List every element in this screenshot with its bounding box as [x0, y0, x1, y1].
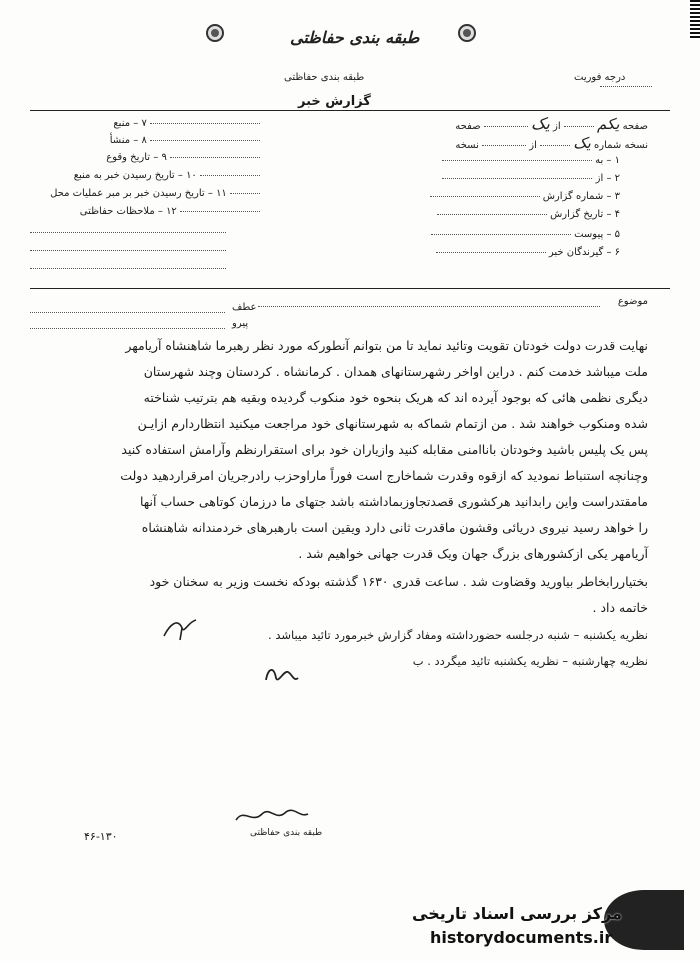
body-line: نهایت قدرت دولت خودتان تقویت وتائید نماید تا من بتوانم آنطورکه مورد نظر رهبرما شاهنشاه آریامهر — [125, 338, 648, 353]
field-attachment: ۵ – پیوست — [431, 229, 620, 240]
field-page: صفحه یکم از یک صفحه — [455, 114, 648, 133]
watermark-name: مرکز بررسی اسناد تاریخی — [412, 904, 622, 923]
subject-label: موضوع — [617, 296, 648, 307]
field-origin: ۸ – منشأ — [30, 135, 260, 146]
note-line: نظریه چهارشنبه – نظریه یکشنبه تائید میگردد . ب — [412, 654, 648, 668]
body-line: شده ومنکوب خواهند شد . من ازتمام شماکه به شهرستانهای خود مراجعت میکنید انتظاردارم ازایـن — [137, 416, 648, 431]
field-security-notes: ۱۲ – ملاحظات حفاظتی — [30, 206, 260, 217]
follow-line — [30, 328, 225, 329]
body-line: آریامهر یکی ازکشورهای بزرگ جهان ویک قدرت جهانی خواهیم شد . — [298, 546, 648, 561]
subject-line — [258, 306, 600, 307]
watermark-url: historydocuments.ir — [430, 928, 613, 947]
field-report-number: ۳ – شماره گزارش — [430, 191, 620, 202]
body-line: بختیاررابخاطر بیاورید وقضاوت شد . ساعت قدری ۱۶۳۰ گذشته بودکه نخست وزیر به سخنان خود — [149, 574, 648, 589]
field-blank-line-1 — [30, 232, 226, 233]
field-from: ۲ – از — [442, 173, 620, 184]
field-date-occurred: ۹ – تاریخ وقوع — [30, 152, 260, 163]
note-line: نظریه یکشنبه – شنبه درجلسه حضورداشته ومفاد گزارش خبرمورد تائید میباشد . — [268, 628, 648, 642]
handwritten-initial — [160, 614, 200, 644]
ref-line — [30, 312, 225, 313]
body-line: دیگری نظمی هائی که بوجود آیرده اند که هریک بنحوه خود منکوب گردیده وبقیه هم بترتیب شناخته — [143, 390, 648, 405]
header-rule — [30, 110, 670, 111]
field-to: ۱ – به — [442, 155, 620, 166]
field-date-received-source: ۱۰ – تاریخ رسیدن خبر به منبع — [30, 170, 260, 181]
body-line: مامقتدراست واین رابدانید هرکشوری قصدتجاوزبماداشته باشد جتهای ما درزمان کوتاهی حساب آنها — [139, 494, 648, 509]
field-recipients: ۶ – گیرندگان خبر — [436, 247, 620, 258]
field-blank-line-3 — [30, 268, 226, 269]
body-line: خاتمه داد . — [592, 600, 648, 615]
scan-edge-stripe — [690, 0, 700, 40]
priority-label: درجه فوریت — [574, 72, 626, 83]
ref-label: عطف — [232, 302, 257, 313]
field-report-date: ۴ – تاریخ گزارش — [437, 209, 620, 220]
footer-doc-number: ۴۶-۱۳۰ — [84, 830, 118, 843]
field-source: ۷ – منبع — [30, 118, 260, 129]
field-copy-number: نسخه شماره یک از نسخه — [455, 134, 648, 152]
fields-rule — [30, 288, 670, 289]
top-stamp: طبقه بندی حفاظتی — [290, 28, 420, 47]
handwritten-signature — [262, 660, 302, 688]
body-line: را خواهد رسید نیروی دریائی وقشون ماقدرت ثانی دارد ویقین است بارهبرهای خردمندانه شاهنشاه — [141, 520, 648, 535]
classification-label: طبقه بندی حفاظتی — [284, 72, 365, 83]
follow-label: پیرو — [232, 318, 249, 329]
punch-hole-right — [458, 24, 476, 42]
body-line: پس یک پلیس باشید وخودتان باناامنی مقابله کنید وازیاران خود برای استقرارنظم وآرامش استفاده کنید — [121, 442, 648, 457]
body-line: ملت میباشد خدمت کنم . دراین اواخر رشهرستانهای همدان . کرمانشاه . کردستان وچند شهرستان — [143, 364, 648, 379]
footer-signature — [232, 804, 312, 828]
page-title: گزارش خبر — [298, 94, 371, 109]
field-blank-line-2 — [30, 250, 226, 251]
punch-hole-left — [206, 24, 224, 42]
footer-classification: طبقه بندی حفاظتی — [250, 828, 323, 838]
body-line: وچنانچه استنباط نمودید که ازقوه وقدرت شماخارج است فوراً ماراوحزب رادرجریان امرقراردهید دولت — [120, 468, 648, 483]
priority-line — [600, 86, 652, 87]
field-date-received-ops: ۱۱ – تاریخ رسیدن خبر بر مبر عملیات محل — [30, 188, 260, 199]
